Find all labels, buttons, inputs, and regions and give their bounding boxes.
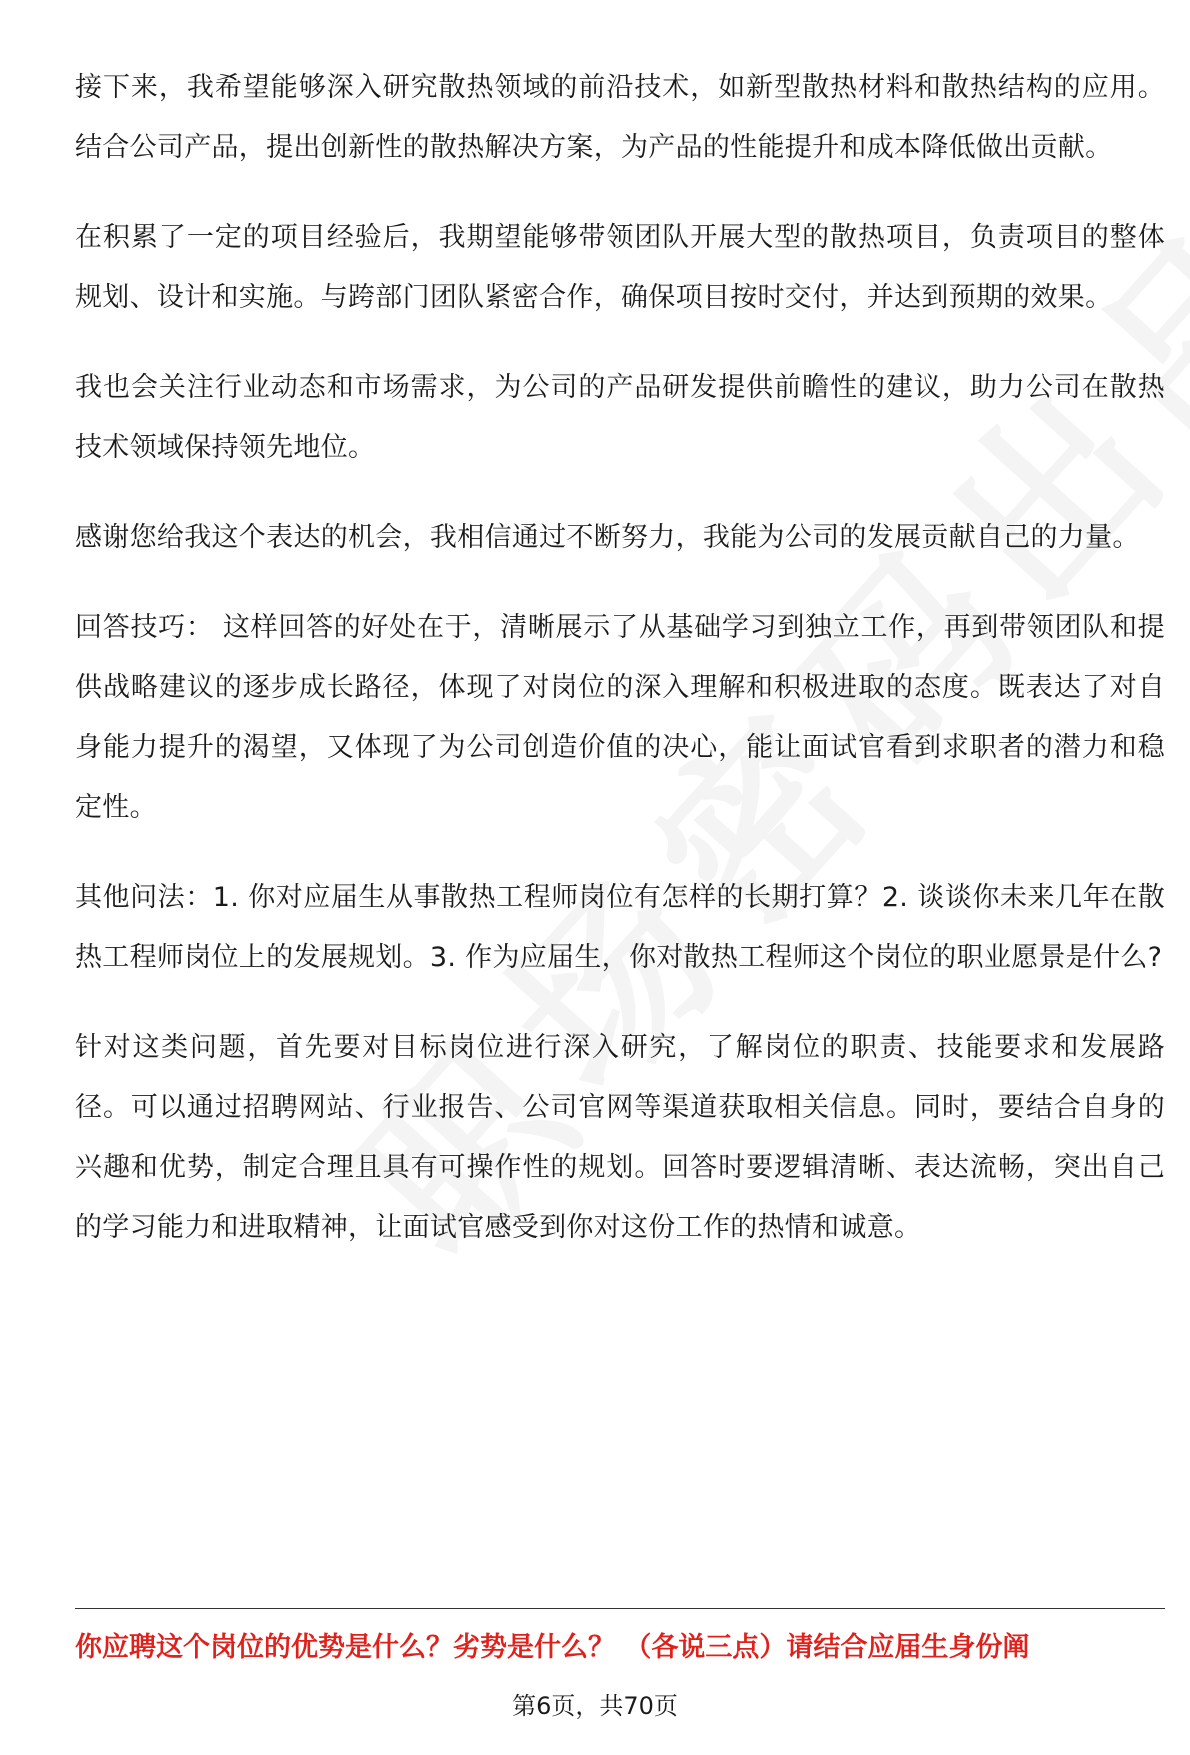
other-questions-paragraph: 其他问法：1. 你对应届生从事散热工程师岗位有怎样的长期打算？2. 谈谈你未来几年在散热工程师岗位上的发展规划。3. 作为应届生，你对散热工程师这个岗位的职业愿景是什么? [75, 882, 1165, 973]
answer-tips-paragraph: 回答技巧： 这样回答的好处在于，清晰展示了从基础学习到独立工作，再到带领团队和提供战略建议的逐步成长路径，体现了对岗位的深入理解和积极进取的态度。既表达了对自身能力提升的渴望，又体现了为公司创造价值的决心，能让面试官看到求职者的潜力和稳定性。 [75, 612, 1165, 823]
next-question-heading: 你应聘这个岗位的优势是什么？劣势是什么？ （各说三点）请结合应届生身份阐 [75, 1632, 1030, 1663]
paragraph: 在积累了一定的项目经验后，我期望能够带领团队开展大型的散热项目，负责项目的整体规划、设计和实施。与跨部门团队紧密合作，确保项目按时交付，并达到预期的效果。 [75, 222, 1165, 313]
advice-paragraph: 针对这类问题，首先要对目标岗位进行深入研究，了解岗位的职责、技能要求和发展路径。可以通过招聘网站、行业报告、公司官网等渠道获取相关信息。同时，要结合自身的兴趣和优势，制定合理且具有可操作性的规划。回答时要逻辑清晰、表达流畅，突出自己的学习能力和进取精神，让面试官感受到你对这份工作的热情和诚意。 [75, 1032, 1165, 1243]
paragraph: 感谢您给我这个表达的机会，我相信通过不断努力，我能为公司的发展贡献自己的力量。 [75, 522, 1140, 553]
page-number: 第6页，共70页 [512, 1692, 678, 1720]
paragraph: 接下来，我希望能够深入研究散热领域的前沿技术，如新型散热材料和散热结构的应用。结合公司产品，提出创新性的散热解决方案，为产品的性能提升和成本降低做出贡献。 [75, 72, 1165, 163]
paragraph: 我也会关注行业动态和市场需求，为公司的产品研发提供前瞻性的建议，助力公司在散热技术领域保持领先地位。 [75, 372, 1165, 463]
divider [75, 1608, 1165, 1609]
document-body [75, 58, 1165, 1288]
